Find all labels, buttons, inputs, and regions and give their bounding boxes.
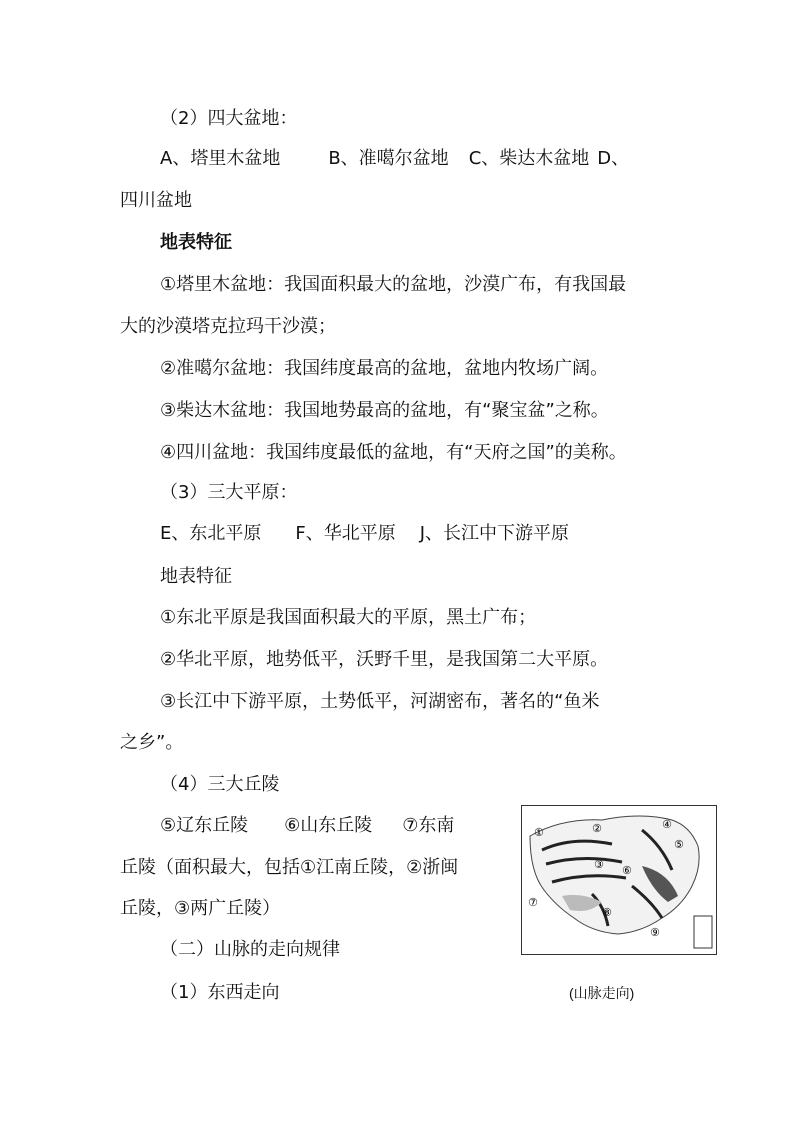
basin-item-b: B、准噶尔盆地 xyxy=(328,148,449,169)
hills-wrap-line1: 丘陵（面积最大，包括①江南丘陵，②浙闽 xyxy=(120,857,459,878)
plain-item-f: F、华北平原 xyxy=(295,523,396,544)
map-label-9: ⑨ xyxy=(650,926,660,939)
plain-feature-2: ②华北平原，地势低平，沃野千里，是我国第二大平原。 xyxy=(160,649,609,670)
plain-feature-1: ①东北平原是我国面积最大的平原，黑土广布； xyxy=(160,607,537,628)
plain-item-j: J、长江中下游平原 xyxy=(419,523,570,544)
plains-heading: （3）三大平原： xyxy=(160,482,298,503)
map-label-8: ⑧ xyxy=(602,906,612,919)
plain-feature-3-line2: 之乡”。 xyxy=(120,732,184,753)
basin-feature-2: ②准噶尔盆地：我国纬度最高的盆地，盆地内牧场广阔。 xyxy=(160,358,609,379)
basins-features-heading: 地表特征 xyxy=(160,232,232,253)
hills-wrap-line2: 丘陵，③两广丘陵） xyxy=(120,898,281,919)
basin-feature-3: ③柴达木盆地：我国地势最高的盆地，有“聚宝盆”之称。 xyxy=(160,400,609,421)
map-label-5: ⑤ xyxy=(674,838,684,851)
map-label-1: ① xyxy=(534,826,544,839)
plain-item-e: E、东北平原 xyxy=(160,523,262,544)
basin-feature-1-line2: 大的沙漠塔克拉玛干沙漠； xyxy=(120,316,336,337)
map-label-4: ④ xyxy=(662,818,672,831)
south-sea-inset xyxy=(694,916,712,948)
china-outline xyxy=(530,816,699,934)
plains-features-heading: 地表特征 xyxy=(160,566,232,587)
plain-feature-3-line1: ③长江中下游平原，土势低平，河湖密布，著名的“鱼米 xyxy=(160,691,600,712)
hill-item-7: ⑦东南 xyxy=(402,815,455,836)
basin-item-c: C、柴达木盆地 xyxy=(468,148,590,169)
basin-item-d-wrap: 四川盆地 xyxy=(120,190,192,211)
map-label-7: ⑦ xyxy=(528,896,538,909)
mountain-map-svg xyxy=(522,806,716,954)
basin-item-d: D、 xyxy=(597,148,630,169)
hill-item-6: ⑥山东丘陵 xyxy=(284,815,373,836)
plains-items-row xyxy=(160,521,569,547)
hills-items-row xyxy=(160,813,454,839)
map-label-6: ⑥ xyxy=(622,864,632,877)
mountain-map-figure xyxy=(521,805,717,955)
basin-feature-1-line1: ①塔里木盆地：我国面积最大的盆地，沙漠广布，有我国最 xyxy=(160,274,627,295)
basins-heading: （2）四大盆地： xyxy=(160,108,298,129)
basin-item-a: A、塔里木盆地 xyxy=(160,148,281,169)
mountains-sub1: （1）东西走向 xyxy=(160,982,280,1003)
hill-item-5: ⑤辽东丘陵 xyxy=(160,815,249,836)
hills-heading: （4）三大丘陵 xyxy=(160,774,280,795)
basins-items-row xyxy=(160,146,629,172)
figure-caption: (山脉走向) xyxy=(569,985,635,1001)
map-label-2: ② xyxy=(592,822,602,835)
basin-feature-4: ④四川盆地：我国纬度最低的盆地，有“天府之国”的美称。 xyxy=(160,442,627,463)
mountains-heading: （二）山脉的走向规律 xyxy=(160,939,340,960)
map-label-3: ③ xyxy=(594,858,604,871)
